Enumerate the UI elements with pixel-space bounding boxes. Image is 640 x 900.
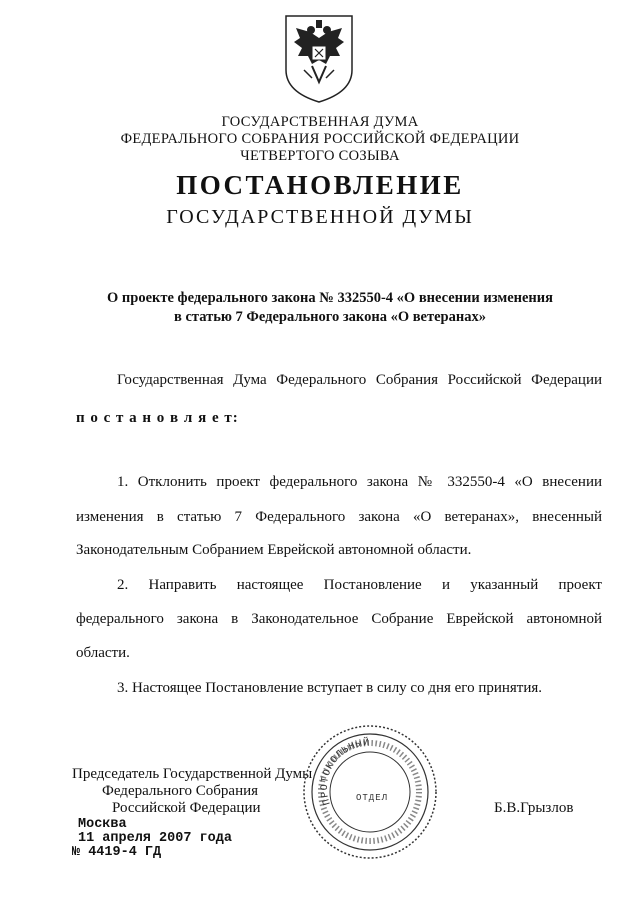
item-2-line-1: 2. Направить настоящее Постановление и указанный проект	[117, 577, 602, 593]
footer-city: Москва	[78, 817, 127, 832]
footer-number: № 4419-4 ГД	[72, 845, 162, 860]
item-3: 3. Настоящее Постановление вступает в силу со дня его принятия.	[117, 680, 543, 696]
item-1-line-1: 1. Отклонить проект федерального закона № 332550-4 «О внесении	[117, 474, 602, 490]
resolves-word: п о с т а н о в л я е т:	[76, 410, 239, 426]
signatory-name: Б.В.Грызлов	[494, 800, 574, 816]
document-title: ПОСТАНОВЛЕНИЕ	[176, 170, 464, 200]
subject-line-2: в статью 7 Федерального закона «О ветеранах»	[174, 309, 486, 325]
footer-date: 11 апреля 2007 года	[78, 831, 232, 846]
signatory-title-line-3: Российской Федерации	[112, 800, 261, 816]
preamble-line: Государственная Дума Федерального Собрания Российской Федерации	[117, 372, 602, 388]
state-emblem-icon	[282, 12, 356, 104]
item-1-line-2: изменения в статью 7 Федерального закона «О ветеранах», внесенный	[76, 509, 602, 525]
signatory-title-line-1: Председатель Государственной Думы	[72, 766, 313, 782]
official-stamp-icon	[300, 722, 440, 862]
subject-line-1: О проекте федерального закона № 332550-4 «О внесении изменения	[107, 290, 553, 306]
item-2-line-2: федерального закона в Законодательное Собрание Еврейской автономной	[76, 611, 602, 627]
item-1-line-3: Законодательным Собранием Еврейской автономной области.	[76, 542, 472, 558]
header-line-assembly: ФЕДЕРАЛЬНОГО СОБРАНИЯ РОССИЙСКОЙ ФЕДЕРАЦИИ	[120, 131, 520, 147]
header-line-convocation: ЧЕТВЕРТОГО СОЗЫВА	[240, 148, 400, 164]
signatory-title-line-2: Федерального Собрания	[102, 783, 259, 799]
stamp-dept-text: ОТДЕЛ	[356, 793, 389, 803]
header-line-duma: ГОСУДАРСТВЕННАЯ ДУМА	[221, 114, 419, 130]
stamp-text: ПРОТОКОЛЬНЫЙ	[319, 737, 371, 807]
item-2-line-3: области.	[76, 645, 130, 661]
document-subtitle: ГОСУДАРСТВЕННОЙ ДУМЫ	[166, 206, 474, 228]
